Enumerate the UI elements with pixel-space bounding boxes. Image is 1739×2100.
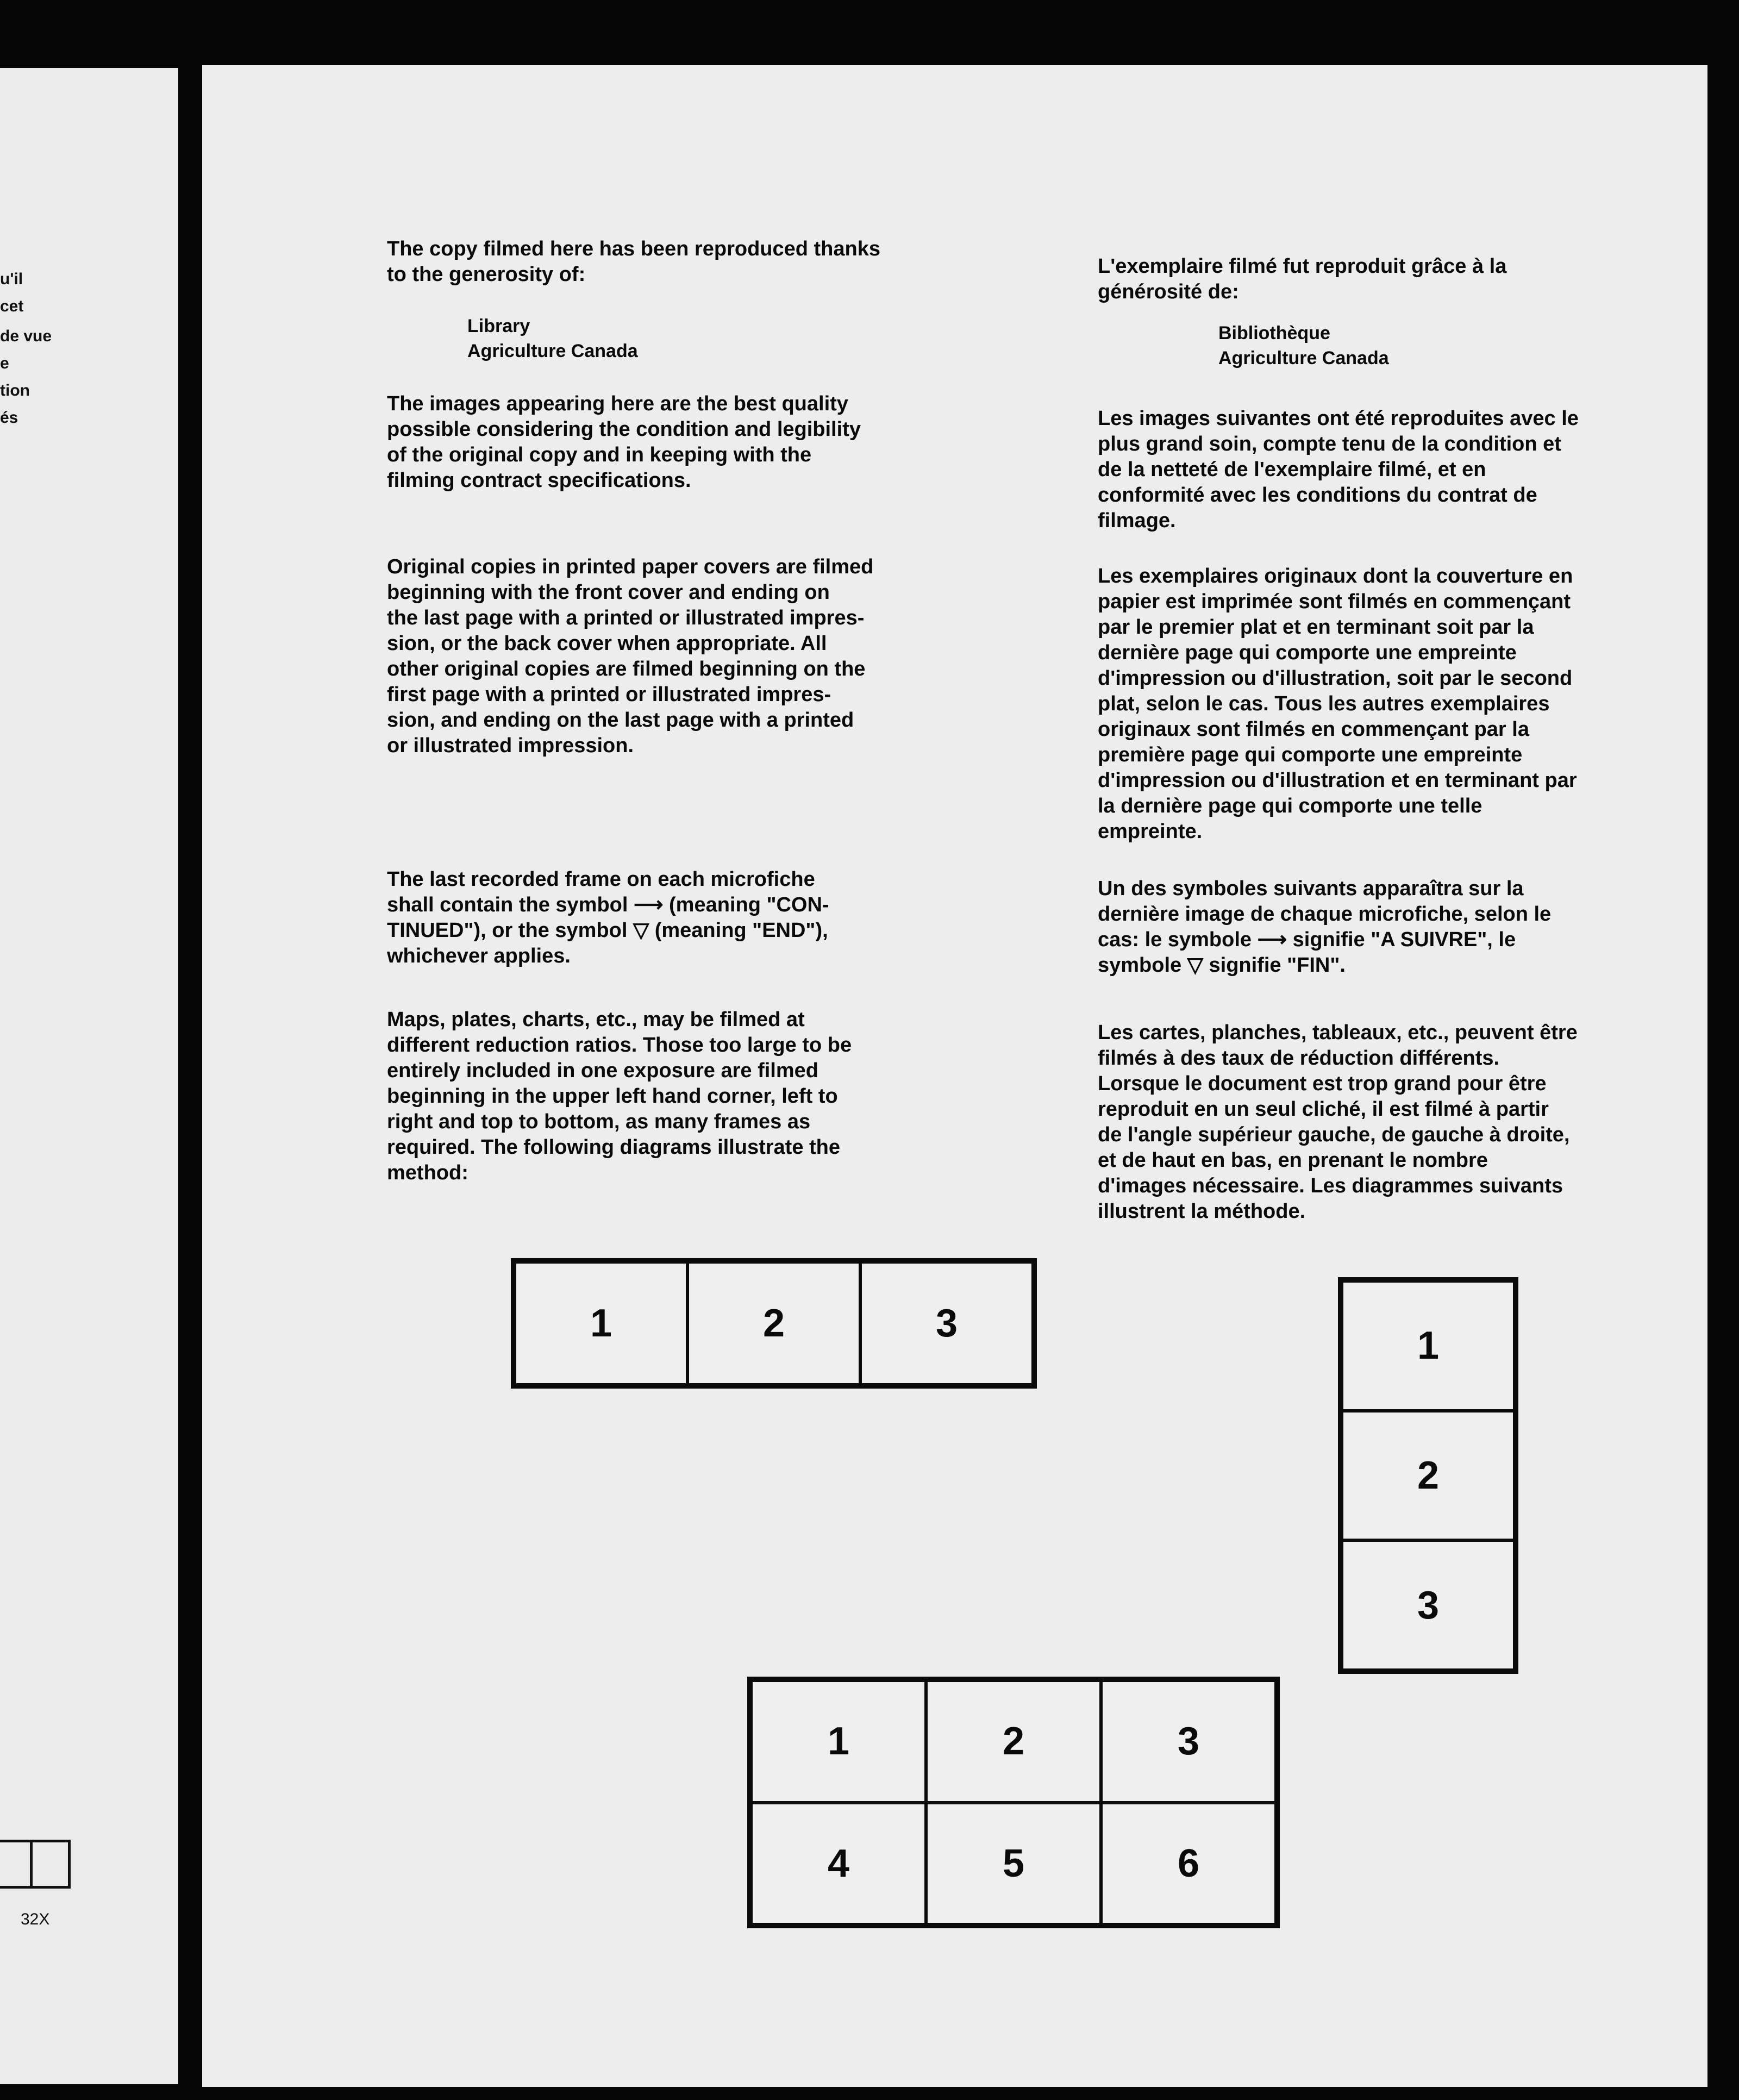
fr-frame-line: cas: le symbole ⟶ signifie "A SUIVRE", le [1098, 928, 1516, 951]
fr-frame-line: symbole ▽ signifie "FIN". [1098, 954, 1346, 977]
left-box [30, 1840, 71, 1889]
en-thanks-line: The copy filmed here has been reproduced thanks [387, 238, 881, 260]
en-institution-line: Library [467, 316, 530, 336]
en-quality-line: filming contract specifications. [387, 469, 691, 492]
fr-maps-line: d'images nécessaire. Les diagrammes suivants [1098, 1174, 1563, 1197]
left-text-fragment: de vue [0, 327, 52, 345]
left-text-fragment: tion [0, 382, 30, 399]
left-text-fragment: és [0, 409, 18, 427]
en-covers-line: first page with a printed or illustrated impres- [387, 683, 831, 706]
fr-maps-line: Lorsque le document est trop grand pour être [1098, 1072, 1547, 1095]
frame-cell: 6 [1101, 1803, 1276, 1925]
fr-maps-paragraph [1098, 1020, 1674, 1224]
fr-institution-line: Agriculture Canada [1218, 348, 1389, 368]
fr-covers-line: d'impression ou d'illustration, soit par le second [1098, 667, 1573, 690]
fr-frame-line: dernière image de chaque microfiche, selon le [1098, 903, 1552, 926]
fr-covers-line: Les exemplaires originaux dont la couverture en [1098, 565, 1573, 588]
left-text-fragment: e [0, 354, 9, 372]
frame-cell: 4 [751, 1803, 926, 1925]
en-covers-line: the last page with a printed or illustrated impres- [387, 607, 865, 629]
fr-maps-line: reproduit en un seul cliché, il est filmé à partir [1098, 1098, 1549, 1121]
en-maps-line: required. The following diagrams illustrate the [387, 1136, 841, 1159]
en-quality-line: The images appearing here are the best quality [387, 392, 848, 415]
fr-frame-paragraph [1098, 876, 1674, 978]
fr-thanks-line: L'exemplaire filmé fut reproduit grâce à la [1098, 255, 1507, 278]
en-institution-line: Agriculture Canada [467, 341, 638, 361]
frame-cell: 1 [751, 1680, 926, 1803]
fr-covers-line: plat, selon le cas. Tous les autres exemplaires [1098, 692, 1550, 715]
frame-cell: 1 [1342, 1281, 1515, 1411]
fr-quality-paragraph [1098, 406, 1674, 534]
left-reduction-boxes [0, 1840, 71, 1889]
en-maps-line: entirely included in one exposure are filmed [387, 1059, 818, 1082]
fr-frame-line: Un des symboles suivants apparaîtra sur la [1098, 877, 1524, 900]
left-text-fragment: cet [0, 297, 24, 315]
en-quality-line: possible considering the condition and legibility [387, 418, 861, 441]
fr-covers-line: empreinte. [1098, 820, 1203, 843]
en-frame-line: The last recorded frame on each microfiche [387, 868, 815, 891]
en-quality-line: of the original copy and in keeping with the [387, 443, 812, 466]
main-page [202, 65, 1707, 2087]
en-maps-paragraph [387, 1007, 963, 1186]
fr-quality-line: plus grand soin, compte tenu de la condition et [1098, 433, 1561, 455]
fr-covers-paragraph [1098, 564, 1674, 845]
en-frame-paragraph [387, 867, 963, 969]
fr-institution-line: Bibliothèque [1218, 323, 1330, 343]
left-text-fragment: u'il [0, 270, 23, 288]
frame-cell: 3 [1342, 1540, 1515, 1670]
en-thanks-paragraph [387, 236, 963, 288]
left-box [0, 1840, 33, 1889]
en-maps-line: beginning in the upper left hand corner, left to [387, 1085, 838, 1108]
fr-covers-line: dernière page qui comporte une empreinte [1098, 641, 1517, 664]
en-covers-line: beginning with the front cover and ending on [387, 581, 830, 604]
en-maps-line: different reduction ratios. Those too large to be [387, 1034, 852, 1057]
fr-quality-line: de la netteté de l'exemplaire filmé, et en [1098, 458, 1486, 481]
left-partial-page [0, 68, 178, 2084]
fr-covers-line: originaux sont filmés en commençant par la [1098, 718, 1529, 741]
frame-cell: 2 [687, 1262, 860, 1385]
frame-cell: 5 [926, 1803, 1101, 1925]
en-maps-line: method: [387, 1161, 468, 1184]
fr-thanks-paragraph [1098, 254, 1674, 305]
reduction-scale-label: 32X [21, 1910, 50, 1928]
grid-frames-diagram [747, 1677, 1280, 1928]
en-covers-line: or illustrated impression. [387, 734, 634, 757]
en-maps-line: right and top to bottom, as many frames as [387, 1110, 811, 1133]
en-covers-line: Original copies in printed paper covers are filmed [387, 555, 874, 578]
en-institution [387, 314, 1043, 364]
fr-quality-line: conformité avec les conditions du contrat de [1098, 484, 1537, 507]
fr-covers-line: première page qui comporte une empreinte [1098, 743, 1523, 766]
fr-quality-line: filmage. [1098, 509, 1176, 532]
fr-covers-line: par le premier plat et en terminant soit par la [1098, 616, 1534, 639]
fr-maps-line: et de haut en bas, en prenant le nombre [1098, 1149, 1488, 1172]
en-quality-paragraph [387, 391, 963, 493]
frame-cell: 2 [926, 1680, 1101, 1803]
fr-quality-line: Les images suivantes ont été reproduites avec le [1098, 407, 1579, 430]
fr-covers-line: papier est imprimée sont filmés en commençant [1098, 590, 1571, 613]
vertical-frames-diagram [1338, 1277, 1518, 1674]
fr-maps-line: illustrent la méthode. [1098, 1200, 1306, 1223]
fr-maps-line: filmés à des taux de réduction différents. [1098, 1047, 1500, 1070]
en-covers-paragraph [387, 554, 963, 759]
en-frame-line: TINUED"), or the symbol ▽ (meaning "END"), [387, 919, 828, 942]
horizontal-frames-diagram [511, 1258, 1037, 1389]
en-covers-line: other original copies are filmed beginning on the [387, 658, 866, 680]
en-thanks-line: to the generosity of: [387, 263, 586, 286]
en-frame-line: whichever applies. [387, 945, 571, 967]
fr-maps-line: Les cartes, planches, tableaux, etc., peuvent être [1098, 1021, 1578, 1044]
en-covers-line: sion, or the back cover when appropriate. All [387, 632, 827, 655]
fr-covers-line: d'impression ou d'illustration et en terminant par [1098, 769, 1577, 792]
frame-cell: 1 [515, 1262, 687, 1385]
fr-thanks-line: générosité de: [1098, 280, 1239, 303]
en-frame-line: shall contain the symbol ⟶ (meaning "CON- [387, 893, 829, 916]
en-covers-line: sion, and ending on the last page with a printed [387, 709, 854, 732]
fr-institution [1098, 321, 1739, 371]
frame-cell: 3 [860, 1262, 1033, 1385]
en-maps-line: Maps, plates, charts, etc., may be filmed at [387, 1008, 805, 1031]
frame-cell: 2 [1342, 1411, 1515, 1541]
fr-covers-line: la dernière page qui comporte une telle [1098, 795, 1482, 817]
fr-maps-line: de l'angle supérieur gauche, de gauche à droite, [1098, 1123, 1570, 1146]
frame-cell: 3 [1101, 1680, 1276, 1803]
